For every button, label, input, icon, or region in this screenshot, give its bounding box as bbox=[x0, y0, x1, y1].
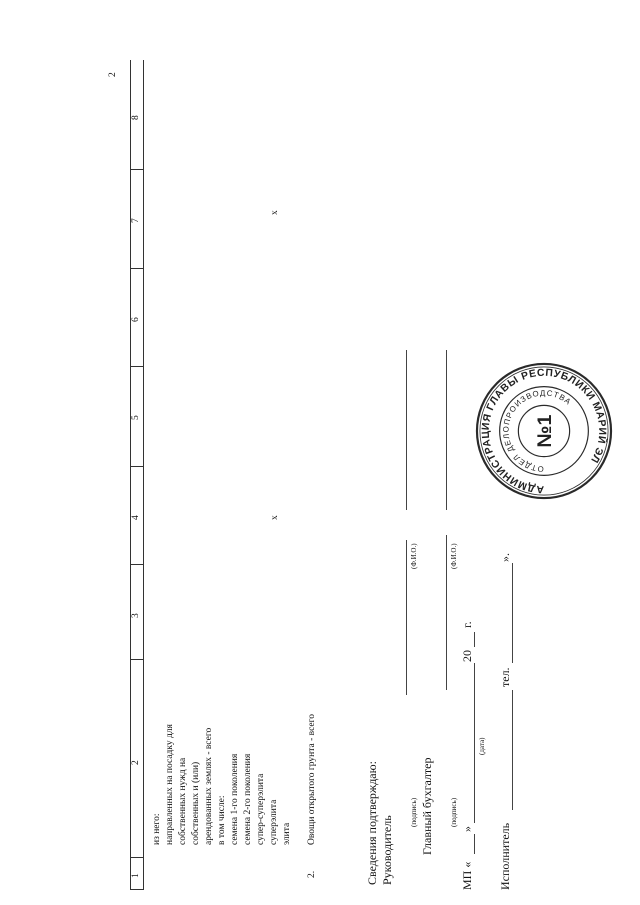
row1-line-6: в том числе: bbox=[217, 795, 227, 845]
month-line bbox=[474, 663, 475, 823]
table-top-border bbox=[130, 60, 131, 890]
column-number-3: 3 bbox=[131, 613, 141, 618]
row1-line-3: собственных нужд на bbox=[178, 757, 188, 845]
row2-label: Овощи открытого грунта - всего bbox=[307, 713, 317, 845]
column-number-7: 7 bbox=[131, 218, 141, 223]
confirm-label: Сведения подтверждаю: bbox=[365, 761, 379, 885]
head-name-caption: (Ф.И.О.) bbox=[410, 543, 418, 569]
stamp-inner-text: ОТДЕЛ ДЕЛОПРОИЗВОДСТВА bbox=[501, 388, 574, 474]
accountant-signature-line bbox=[446, 535, 447, 690]
row1-line-2: направленных на посадку для bbox=[165, 724, 175, 845]
row2-number: 2. bbox=[307, 870, 317, 878]
row1-mark-col4: x bbox=[270, 515, 280, 520]
head-name-line bbox=[406, 350, 407, 510]
date-caption: (дата) bbox=[478, 737, 486, 755]
row1-line-8: семена 2-го поколения bbox=[243, 753, 253, 845]
chief-accountant-label: Главный бухгалтер bbox=[420, 757, 434, 855]
column-number-5: 5 bbox=[131, 415, 141, 420]
column-number-6: 6 bbox=[131, 317, 141, 322]
row1-line-5: арендованных землях - всего bbox=[204, 727, 214, 845]
executor-label: Исполнитель bbox=[498, 822, 512, 890]
year-suffix: г. bbox=[460, 621, 474, 628]
stamp-number: №1 bbox=[533, 414, 556, 448]
head-signature-line bbox=[406, 540, 407, 695]
day-line bbox=[474, 834, 475, 854]
page-number: 2 bbox=[108, 72, 118, 77]
phone-label: тел. bbox=[498, 667, 512, 687]
head-signature-caption: (подпись) bbox=[410, 797, 418, 827]
column-number-2: 2 bbox=[131, 760, 141, 765]
row1-line-4: собственных и (или) bbox=[191, 761, 201, 845]
row1-mark-col7: x bbox=[270, 210, 280, 215]
table-header-bottom-border bbox=[143, 60, 144, 890]
end-mark: ». bbox=[498, 553, 512, 562]
column-number-8: 8 bbox=[131, 115, 141, 120]
accountant-name-caption: (Ф.И.О.) bbox=[450, 543, 458, 569]
phone-line bbox=[512, 563, 513, 663]
accountant-signature-caption: (подпись) bbox=[450, 797, 458, 827]
mp-quote: » bbox=[460, 826, 474, 832]
year-line bbox=[474, 632, 475, 647]
year-prefix: 20 bbox=[460, 650, 474, 662]
mp-prefix: МП « bbox=[460, 861, 474, 890]
accountant-name-line bbox=[446, 350, 447, 510]
row1-line-9: супер-суперэлита bbox=[256, 773, 266, 845]
head-label: Руководитель bbox=[380, 815, 394, 885]
official-stamp bbox=[475, 362, 613, 500]
row1-line-7: семена 1-го поколения bbox=[230, 753, 240, 845]
stamp-outer-text: АДМИНИСТРАЦИЯ ГЛАВЫ РЕСПУБЛИКИ МАРИЙ ЭЛ bbox=[480, 367, 608, 495]
row1-line-11: элита bbox=[282, 822, 292, 845]
column-number-1: 1 bbox=[131, 873, 141, 878]
row1-line-10: суперэлита bbox=[269, 799, 279, 845]
executor-line bbox=[512, 690, 513, 810]
row1-line-1: из него: bbox=[152, 813, 162, 845]
column-number-4: 4 bbox=[131, 515, 141, 520]
